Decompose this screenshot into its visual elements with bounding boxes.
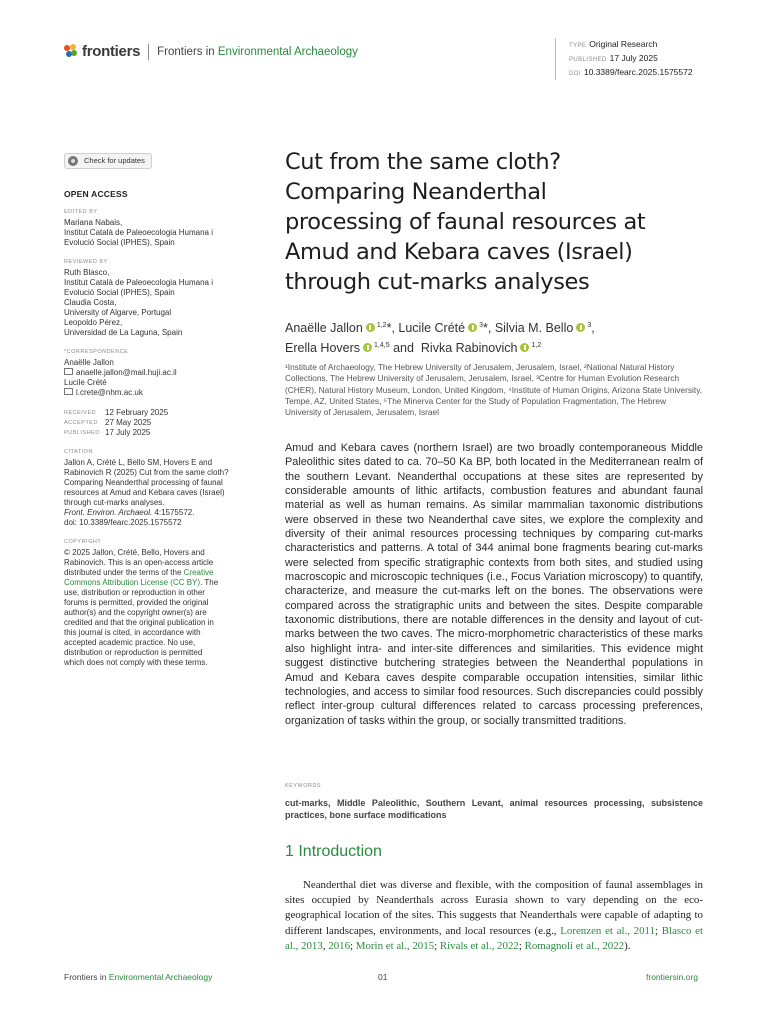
author[interactable]: [421, 341, 541, 355]
reviewer-line: Institut Català de Paleoecologia Humana i: [64, 278, 213, 287]
abstract: Amud and Kebara caves (northern Israel) are two broadly contemporaneous Middle Paleolithic sites dated to ca. 70–50 Ka BP, both located in the Mediterranean realm of the southern Levant. Neanderthal occupations at these sites are represented by considerable amounts of lithic artifacts, combustion features and abundant faunal material as well as human remains. As similar mammalian taxonomic distributions were observed in these two Neanderthal cave sites, we explore the complexity and diversity of their animal resources processing techniques by comparing cut-marks characteristics and patterns. A total of 344 animal bone fragments bearing cut-marks were selected from specific stratigraphic contexts from both sites, and studied using macroscopic and microscopic techniques (i.e., Focus Variation microscopy) to quantify, characterize, and measure the cut-marks left on the bones. The observations were compared across the stratigraphic units and between the sites. Despite comparable taxonomic distributions, there are notable differences in the density and layout of cut-marks between the two caves. The micro-morphometric characteristics of these marks also highlight intra- and inter-site differences and similarities. This evidence might suggest distinctive butchering strategies between the Neanderthal populations in Amud and Kebara caves despite comparable occupation intensities, similar lithic technologies, and access to similar food resources. Such discrepancies could possibly reflect inter-group cultural differences related to carcass processing preferences, organization of tasks within the group, or socially transmitted traditions.: [285, 442, 703, 727]
received-label: RECEIVED: [64, 410, 97, 416]
reviewer-line: Claudia Costa,: [64, 298, 117, 307]
meta-type-label: TYPE: [569, 43, 587, 49]
citation-journal-line: [64, 508, 240, 518]
author-separator: and: [389, 341, 418, 355]
author-name: Erella Hovers: [285, 341, 361, 355]
email-link[interactable]: l.crete@nhm.ac.uk: [76, 388, 143, 397]
meta-type: [569, 38, 693, 52]
author[interactable]: [398, 321, 494, 335]
license-link[interactable]: Creative: [183, 568, 214, 577]
citation-line: resources at Amud and Kebara caves (Israel): [64, 488, 225, 497]
reference-separator: ;: [434, 939, 440, 952]
journal-name: Environmental Archaeology: [217, 45, 358, 58]
journal-title[interactable]: [157, 46, 358, 58]
meta-published-label: PUBLISHED: [569, 57, 607, 63]
envelope-icon: [64, 388, 73, 395]
check-updates-button[interactable]: [64, 153, 152, 169]
dates-section: [64, 408, 240, 438]
copyright-text: . The: [200, 578, 219, 587]
published-date: [64, 428, 240, 438]
copyright-line: © 2025 Jallon, Crété, Bello, Hovers and: [64, 548, 205, 557]
copyright-line: author(s) and the copyright owner(s) are: [64, 608, 207, 617]
editor-line: Mariana Nabais,: [64, 218, 123, 227]
title-line: Comparing Neanderthal: [285, 179, 547, 205]
copyright-line: [64, 568, 240, 578]
reference-link[interactable]: Romagnoli et al., 2022: [524, 939, 625, 952]
footer-journal[interactable]: [64, 972, 212, 982]
footer-site-link[interactable]: frontiersin.org: [646, 972, 698, 982]
citation-line: Comparing Neanderthal processing of faunal: [64, 478, 223, 487]
copyright-line: this journal is cited, in accordance with: [64, 628, 201, 637]
citation-section: [64, 448, 240, 528]
accepted-date: [64, 418, 240, 428]
editor-line: Institut Català de Paleoecologia Humana i: [64, 228, 213, 237]
keywords-label: KEYWORDS: [285, 783, 322, 789]
footer-journal-prefix: Frontiers in: [64, 972, 109, 982]
meta-doi: [569, 66, 693, 80]
edited-by-label: EDITED BY: [64, 209, 98, 215]
author[interactable]: [285, 321, 398, 335]
envelope-icon: [64, 368, 73, 375]
corresponding-author: Lucile Crété: [64, 378, 107, 387]
frontiers-logo-icon: [64, 44, 78, 60]
reference-link[interactable]: Blasco et al., 2013: [285, 924, 704, 952]
meta-doi-label: DOI: [569, 71, 581, 77]
author-affiliation-sup: 1,2: [376, 321, 387, 329]
author-affiliation-sup: 3: [587, 321, 592, 329]
reviewer-line: University of Algarve, Portugal: [64, 308, 172, 317]
author-separator: ,: [591, 321, 595, 335]
header-divider: [148, 44, 149, 60]
author[interactable]: [495, 321, 595, 335]
title-line: Amud and Kebara caves (Israel): [285, 239, 633, 265]
citation-line: Rabinovich R (2025) Cut from the same cloth?: [64, 468, 229, 477]
reviewer-line: Ruth Blasco,: [64, 268, 110, 277]
reference-separator: ,: [322, 939, 329, 952]
author-separator: *,: [386, 321, 399, 335]
copyright-line: credited and that the original publication in: [64, 618, 214, 627]
copyright-section: [64, 538, 240, 668]
title-line: Cut from the same cloth?: [285, 149, 561, 175]
copyright-line: accepted academic practice. No use,: [64, 638, 196, 647]
reference-separator: ;: [518, 939, 525, 952]
copyright-line: Rabinovich. This is an open-access article: [64, 558, 214, 567]
corresponding-author: Anaëlle Jallon: [64, 358, 114, 367]
reference-link[interactable]: Morin et al., 2015: [355, 939, 435, 952]
reference-separator: ;: [350, 939, 356, 952]
meta-doi-value[interactable]: 10.3389/fearc.2025.1575572: [583, 67, 693, 77]
received-date: [64, 408, 240, 418]
copyright-line: distribution or reproduction is permitted: [64, 648, 203, 657]
citation-volume: 4:1575572.: [152, 508, 195, 517]
meta-published-value: 17 July 2025: [609, 53, 658, 63]
orcid-icon[interactable]: [366, 323, 375, 332]
check-updates-label: Check for updates: [84, 156, 145, 165]
article-meta: [555, 38, 693, 80]
copyright-line: [64, 578, 240, 588]
reviewer-line: Evolució Social (IPHES), Spain: [64, 288, 175, 297]
intro-paragraph: [285, 878, 703, 954]
reviewed-by-section: [64, 258, 240, 338]
author[interactable]: [285, 341, 417, 355]
article-sidebar: [64, 153, 240, 668]
reviewer-line: Universidad de La Laguna, Spain: [64, 328, 183, 337]
correspondence-section: [64, 348, 240, 398]
reference-link[interactable]: Rivals et al., 2022: [439, 939, 519, 952]
reviewer-line: Leopoldo Pérez,: [64, 318, 123, 327]
meta-published: [569, 52, 693, 66]
footer-journal-name: Environmental Archaeology: [108, 972, 213, 982]
reviewed-by-label: REVIEWED BY: [64, 259, 108, 265]
email-line: [64, 388, 240, 398]
affiliations: ¹Institute of Archaeology, The Hebrew University of Jerusalem, Jerusalem, Israel, ²National Natural History Collections, The Hebrew University of Jerusalem, Jerusalem, Israel, ³Centre for Human Evolution Research (CHER), Natural History Museum, London, United Kingdom, ⁴Institute of Human Origins, Arizona State University, Tempe, AZ, United States, ⁵The Minerva Center for the Study of Population Fragmentation, The Hebrew University of Jerusalem, Jerusalem, Israel: [285, 362, 703, 418]
title-line: processing of faunal resources at: [285, 209, 646, 235]
author-affiliation-sup: 1,2: [531, 341, 542, 349]
author-name: Anaëlle Jallon: [285, 321, 363, 335]
orcid-icon[interactable]: [576, 323, 585, 332]
edited-by-section: [64, 208, 240, 248]
author-affiliation-sup: 3: [479, 321, 483, 329]
email-link[interactable]: anaelle.jallon@mail.huji.ac.il: [76, 368, 177, 377]
meta-type-value: Original Research: [589, 39, 658, 49]
author-separator: *,: [483, 321, 495, 335]
crossmark-icon: [68, 156, 78, 166]
keywords: cut-marks, Middle Paleolithic, Southern Levant, animal resources processing, subsistence practices, bone surface modifications: [285, 798, 703, 820]
citation-journal: Front. Environ. Archaeol.: [64, 508, 153, 517]
title-line: through cut-marks analyses: [285, 269, 590, 295]
author-name: Lucile Crété: [398, 321, 466, 335]
author-name: Silvia M. Bello: [494, 321, 574, 335]
author-affiliation-sup: 1,4,5: [374, 341, 390, 349]
header-brand: [64, 43, 358, 60]
author-list: [285, 318, 703, 358]
orcid-icon[interactable]: [363, 343, 372, 352]
copyright-line: use, distribution or reproduction in other: [64, 588, 205, 597]
orcid-icon[interactable]: [520, 343, 529, 352]
copyright-line: forums is permitted, provided the original: [64, 598, 209, 607]
citation-label: CITATION: [64, 449, 93, 455]
email-line: [64, 368, 240, 378]
published-value: 17 July 2025: [105, 428, 151, 437]
brand-name[interactable]: frontiers: [82, 43, 141, 60]
reference-separator: ;: [655, 924, 662, 937]
author-name: Rivka Rabinovich: [420, 341, 518, 355]
citation-doi[interactable]: doi: 10.3389/fearc.2025.1575572: [64, 518, 182, 527]
accepted-label: ACCEPTED: [64, 420, 98, 426]
orcid-icon[interactable]: [468, 323, 477, 332]
intro-text: Neanderthal diet was diverse and flexible, with the composition of faunal assemblages in sites occupied by Neanderthals across Eurasia shown to vary depending on the eco-geographical location of the sites. This suggests that Neanderthals were capable of adapting to different landscapes, environments, and local resources (e.g.,: [285, 879, 703, 937]
journal-prefix: Frontiers in: [157, 45, 215, 58]
published-label: PUBLISHED: [64, 430, 100, 436]
correspondence-label: *CORRESPONDENCE: [64, 349, 129, 355]
reference-separator: ).: [624, 939, 631, 952]
copyright-label: COPYRIGHT: [64, 539, 102, 545]
accepted-value: 27 May 2025: [105, 418, 152, 427]
received-value: 12 February 2025: [105, 408, 169, 417]
reference-link[interactable]: 2016: [328, 939, 351, 952]
reference-link[interactable]: Lorenzen et al., 2011: [560, 924, 656, 937]
open-access-label: OPEN ACCESS: [64, 189, 128, 199]
article-title: [285, 147, 703, 297]
citation-line: through cut-marks analyses.: [64, 498, 165, 507]
copyright-line: which does not comply with these terms.: [64, 658, 208, 667]
section-heading: 1 Introduction: [285, 843, 382, 860]
citation-line: Jallon A, Crété L, Bello SM, Hovers E and: [64, 458, 213, 467]
editor-line: Evolució Social (IPHES), Spain: [64, 238, 175, 247]
page-number: 01: [378, 972, 388, 982]
license-link[interactable]: Commons Attribution License (CC BY): [64, 578, 201, 587]
copyright-text: distributed under the terms of the: [64, 568, 184, 577]
